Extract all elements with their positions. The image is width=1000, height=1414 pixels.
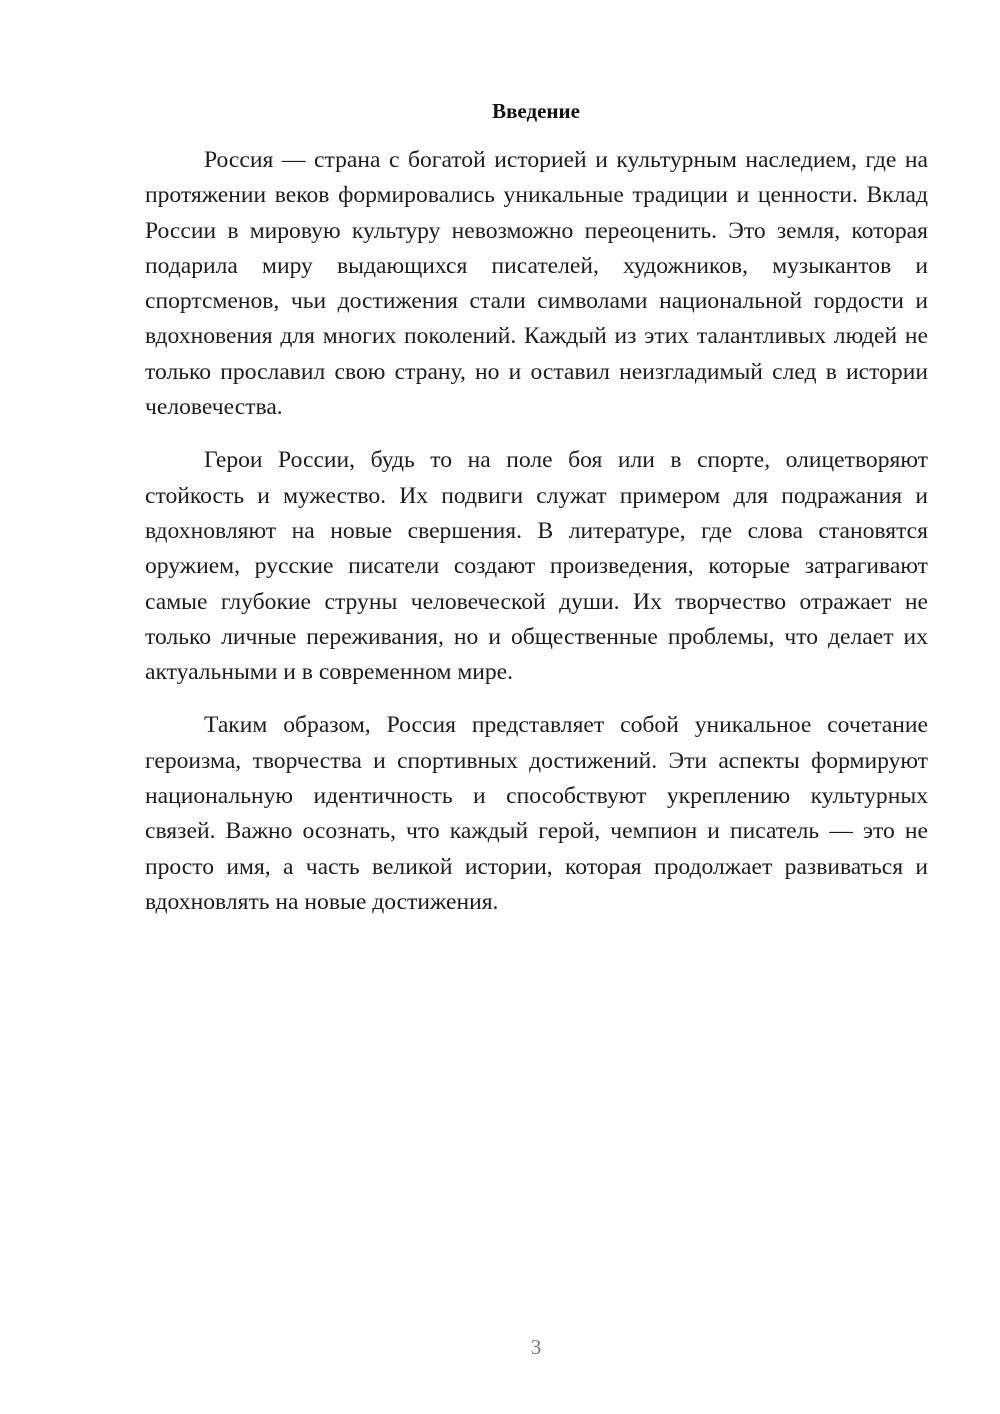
paragraph-conclusion: Таким образом, Россия представляет собой уникальное сочетание героизма, творчества и спортивных достижений. Эти аспекты формируют национальную идентичность и способствуют укреплению культурных связей. Важно осознать, что каждый герой, чемпион и писатель — это не просто имя, а часть великой истории, которая продолжает развиваться и вдохновлять на новые достижения. — [145, 712, 928, 915]
section-heading: Введение — [492, 99, 580, 123]
page-number: 3 — [530, 1335, 542, 1359]
paragraph-intro: Россия — страна с богатой историей и культурным наследием, где на протяжении веков формировались уникальные традиции и ценности. Вклад России в мировую культуру невозможно переоценить. Это земля, которая подарила миру выдающихся писателей, художников, музыкантов и спортсменов, чьи достижения стали символами национальной гордости и вдохновения для многих поколений. Каждый из этих талантливых людей не только прославил свою страну, но и оставил неизгладимый след в истории человечества. — [145, 147, 928, 421]
paragraph-heroes: Герои России, будь то на поле боя или в спорте, олицетворяют стойкость и мужество. Их подвиги служат примером для подражания и вдохновляют на новые свершения. В литературе, где слова становятся оружием, русские писатели создают произведения, которые затрагивают самые глубокие струны человеческой души. Их творчество отражает не только личные переживания, но и общественные проблемы, что делает их актуальными и в современном мире. — [145, 447, 928, 686]
document-body — [145, 143, 928, 938]
